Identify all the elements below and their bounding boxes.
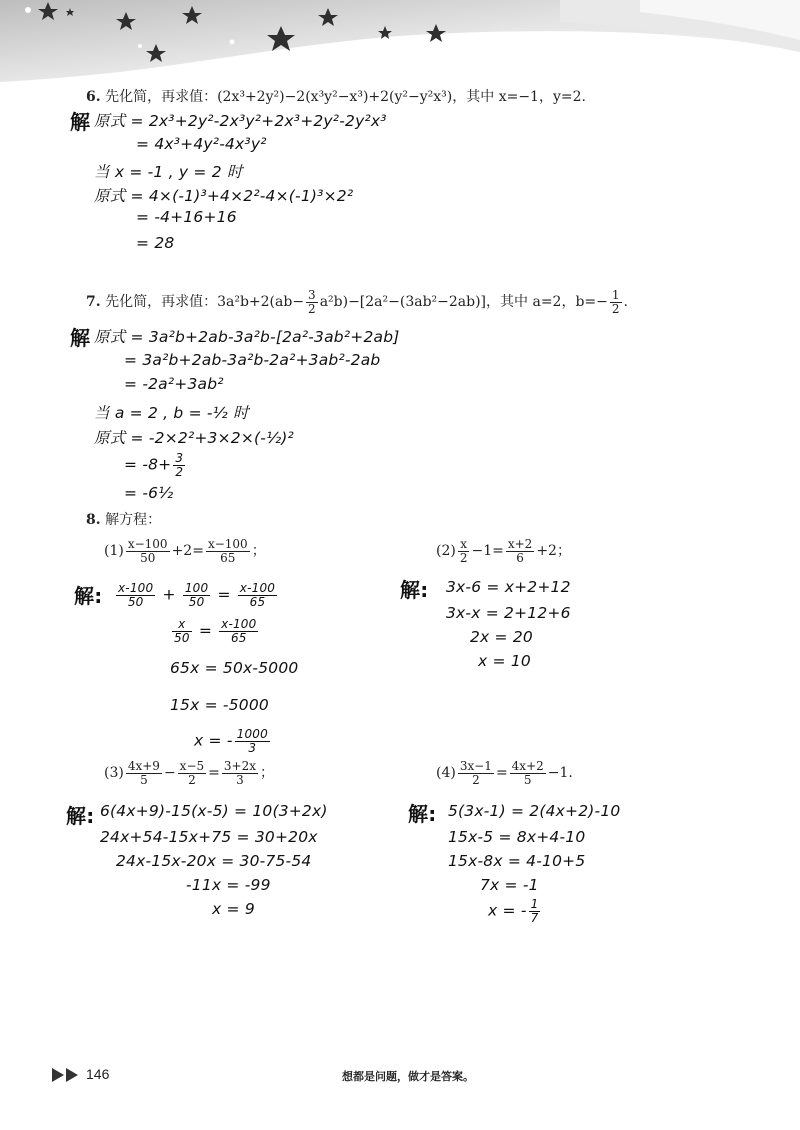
q8-text: 解方程： [105, 512, 162, 528]
q8-part4-solve-label: 解: [408, 802, 437, 826]
q8-part4-prompt: (4) $\frac{3x-1}{2}$ = $\frac{4x+2}{5}$ −1. [436, 759, 573, 787]
q7-step-3: = -2a²+3ab² [124, 375, 224, 393]
star-banner [0, 0, 800, 82]
q6-solve-label: 解 [70, 110, 91, 134]
q8-part3-step-4: -11x = -99 [186, 876, 271, 894]
q8-number: 8. [86, 512, 101, 528]
q6-number: 6. [86, 89, 101, 105]
q6-step-1: 原式 = 2x³+2y²-2x³y²+2x³+2y²-2y²x³ [94, 112, 387, 130]
q8-part3-step-3: 24x-15x-20x = 30-75-54 [116, 852, 312, 870]
q6-step-6: = 28 [136, 234, 175, 252]
q7-solve-label: 解 [70, 326, 91, 350]
q8-part3-step-1: 6(4x+9)-15(x-5) = 10(3+2x) [100, 802, 328, 820]
q7-step-7: = -6½ [124, 484, 174, 502]
q7-prompt [86, 289, 628, 315]
q8-part2-solve-label: 解: [400, 578, 429, 602]
q7-step-5: 原式 = -2×2²+3×2×(-½)² [94, 429, 294, 447]
q7-step-1: 原式 = 3a²b+2ab-3a²b-[2a²-3ab²+2ab] [94, 328, 400, 346]
q8-part2-step-4: x = 10 [478, 652, 531, 670]
q7-step-2: = 3a²b+2ab-3a²b-2a²+3ab²-2ab [124, 351, 381, 369]
q6-step-4: 原式 = 4×(-1)³+4×2²-4×(-1)³×2² [94, 187, 354, 205]
double-arrow-icon [52, 1068, 82, 1082]
q6-step-2: = 4x³+4y²-4x³y² [136, 135, 267, 153]
q7-text-a: 先化简，再求值：3a²b+2(ab− [105, 294, 305, 311]
q7-step-4: 当 a = 2 , b = -½ 时 [94, 404, 249, 422]
q8-part4-step-2: 15x-5 = 8x+4-10 [448, 828, 586, 846]
q8-part4-step-5: x = - $\frac{1}{7}$ [488, 897, 539, 925]
q8-part2-prompt: (2) $\frac{x}{2}$ −1= $\frac{x+2}{6}$ +2； [436, 537, 571, 565]
q8-part4-step-4: 7x = -1 [480, 876, 539, 894]
q8-part1-step-5: x = - $\frac{1000}{3}$ [194, 727, 268, 755]
q6-text: 先化简，再求值：(2x³+2y²)−2(x³y²−x³)+2(y²−y²x³)，其中 x=−1，y=2. [105, 89, 586, 105]
q8-part4-step-1: 5(3x-1) = 2(4x+2)-10 [448, 802, 621, 820]
q8-part3-step-2: 24x+54-15x+75 = 30+20x [100, 828, 318, 846]
q6-prompt [86, 86, 586, 106]
q8-part3-solve-label: 解: [66, 804, 95, 828]
q8-prompt [86, 509, 161, 529]
q8-part3-step-5: x = 9 [212, 900, 255, 918]
q8-part1-step-2: $\frac{x}{50}$ = $\frac{x-100}{65}$ [174, 617, 257, 645]
page-number: 146 [86, 1066, 110, 1082]
q7-frac-1-2: $\frac{1}{2}$ [611, 288, 620, 316]
q6-step-3: 当 x = -1 , y = 2 时 [94, 163, 243, 181]
q8-part1-prompt: (1) $\frac{x-100}{50}$ +2= $\frac{x-100}{65}$ ； [104, 537, 266, 565]
q8-part1-step-3: 65x = 50x-5000 [170, 659, 299, 677]
q6-step-5: = -4+16+16 [136, 208, 237, 226]
q8-part2-step-1: 3x-6 = x+2+12 [446, 578, 571, 596]
q7-step-6: = -8+ $\frac{3}{2}$ [124, 451, 184, 479]
q8-part3-prompt: (3) $\frac{4x+9}{5}$ − $\frac{x-5}{2}$ = $\frac{3+2x}{3}$ ； [104, 759, 274, 787]
q7-frac-3-2: $\frac{3}{2}$ [308, 288, 316, 316]
footer-slogan: 想都是问题，做才是答案。 [342, 1070, 474, 1083]
q8-part2-step-3: 2x = 20 [470, 628, 533, 646]
q8-part1-step-1: $\frac{x-100}{50}$ + $\frac{100}{50}$ = $\frac{x-100}{65}$ [118, 581, 276, 609]
q8-part4-step-3: 15x-8x = 4-10+5 [448, 852, 586, 870]
q8-part2-step-2: 3x-x = 2+12+6 [446, 604, 571, 622]
q8-part1-solve-label: 解: [74, 584, 103, 608]
q7-text-c: . [623, 294, 628, 311]
q7-frac-3-2-hw: $\frac{3}{2}$ [175, 451, 184, 479]
q7-text-b: a²b)−[2a²−(3ab²−2ab)]，其中 a=2，b=− [319, 294, 608, 311]
q7-number: 7. [86, 294, 101, 311]
q8-part1-step-4: 15x = -5000 [170, 696, 269, 714]
